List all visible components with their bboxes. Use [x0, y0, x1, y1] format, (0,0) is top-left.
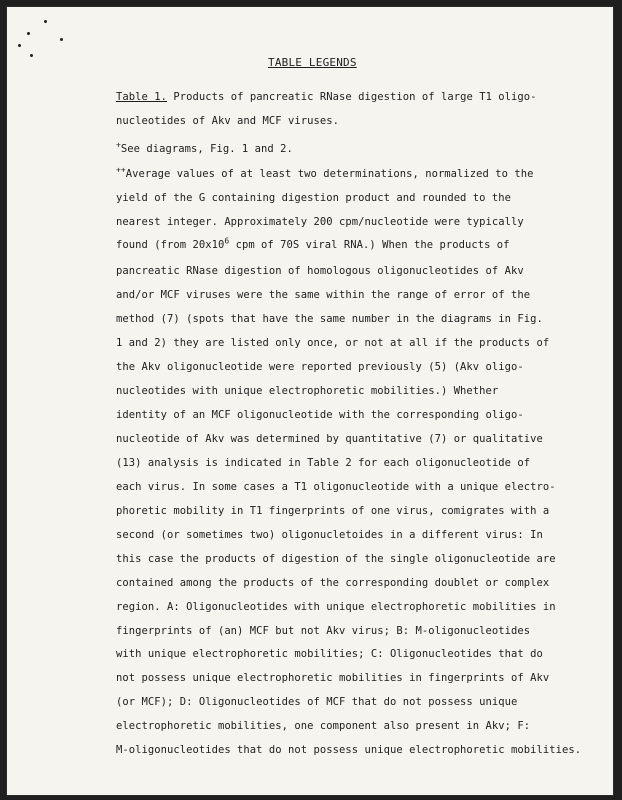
punch-mark — [18, 44, 21, 47]
body-line: each virus. In some cases a T1 oligonucleotide with a unique electro- — [116, 481, 556, 493]
body-line: pancreatic RNase digestion of homologous oligonucleotides of Akv — [116, 265, 524, 277]
body-line: electrophoretic mobilities, one component also present in Akv; F: — [116, 720, 531, 732]
footnote-plus — [116, 140, 293, 155]
body-line: region. A: Oligonucleotides with unique electrophoretic mobilities in — [116, 601, 556, 613]
body-line: yield of the G containing digestion product and rounded to the — [116, 192, 512, 204]
page-title: TABLE LEGENDS — [268, 56, 357, 69]
body-line: nucleotides with unique electrophoretic mobilities.) Whether — [116, 385, 499, 397]
footnote-plus-text: See diagrams, Fig. 1 and 2. — [120, 143, 293, 155]
footnote-doubleplus-symbol: ++ — [116, 165, 126, 175]
body-line — [116, 236, 510, 251]
footnote-doubleplus-text: Average values of at least two determinations, normalized to the — [125, 168, 534, 180]
table-caption-line — [116, 91, 537, 103]
body-text: cpm of 70S viral RNA.) When the products of — [229, 239, 510, 251]
body-line: second (or sometimes two) oligonucletoides in a different virus: In — [116, 529, 543, 541]
body-line: nearest integer. Approximately 200 cpm/nucleotide were typically — [116, 216, 524, 228]
body-line: (13) analysis is indicated in Table 2 for each oligonucleotide of — [116, 457, 531, 469]
body-line: with unique electrophoretic mobilities; C: Oligonucleotides that do — [116, 648, 543, 660]
body-line: not possess unique electrophoretic mobilities in fingerprints of Akv — [116, 672, 550, 684]
punch-mark — [60, 38, 63, 41]
body-line: phoretic mobility in T1 fingerprints of one virus, comigrates with a — [116, 505, 550, 517]
body-line: the Akv oligonucleotide were reported previously (5) (Akv oligo- — [116, 361, 524, 373]
superscript: 6 — [224, 236, 230, 246]
document-page — [6, 6, 614, 796]
body-line: contained among the products of the corresponding doublet or complex — [116, 577, 550, 589]
body-line: this case the products of digestion of the single oligonucleotide are — [116, 553, 556, 565]
punch-mark — [27, 32, 30, 35]
footnote-plus-symbol: + — [116, 140, 121, 150]
body-text: found (from 20x10 — [116, 239, 225, 251]
body-line: identity of an MCF oligonucleotide with the corresponding oligo- — [116, 409, 524, 421]
body-line: nucleotide of Akv was determined by quantitative (7) or qualitative — [116, 433, 543, 445]
table-caption-label: Table 1. — [116, 91, 167, 103]
body-line: (or MCF); D: Oligonucleotides of MCF that do not possess unique — [116, 696, 518, 708]
body-line: M-oligonucleotides that do not possess unique electrophoretic mobilities. — [116, 744, 582, 756]
body-line: method (7) (spots that have the same number in the diagrams in Fig. — [116, 313, 543, 325]
table-caption-text: Products of pancreatic RNase digestion of large T1 oligo- — [173, 91, 537, 103]
punch-mark — [44, 20, 47, 23]
punch-mark — [30, 54, 33, 57]
body-line: and/or MCF viruses were the same within the range of error of the — [116, 289, 531, 301]
footnote-doubleplus — [116, 165, 534, 180]
table-caption-line-2: nucleotides of Akv and MCF viruses. — [116, 115, 340, 127]
body-line: fingerprints of (an) MCF but not Akv virus; B: M-oligonucleotides — [116, 625, 531, 637]
body-line: 1 and 2) they are listed only once, or not at all if the products of — [116, 337, 550, 349]
